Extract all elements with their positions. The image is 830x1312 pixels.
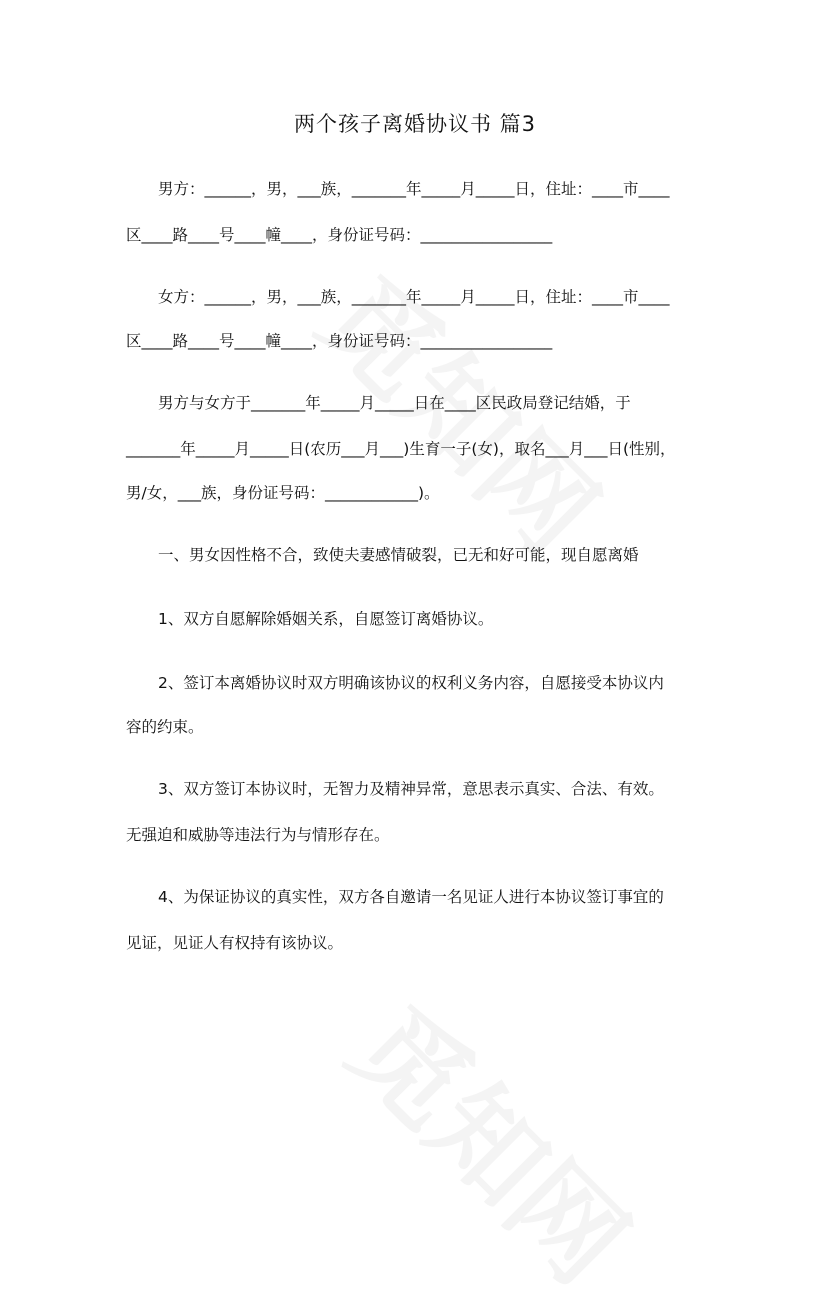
paragraph-line: 无强迫和威胁等违法行为与情形存在。 (126, 826, 390, 844)
paragraph-line: 男/女，___族，身份证号码：____________)。 (126, 484, 440, 502)
document-title: 两个孩子离婚协议书 篇3 (293, 112, 537, 136)
watermark (322, 966, 667, 1311)
paragraph-line: 区____路____号____幢____，身份证号码：_________________ (126, 226, 553, 244)
paragraph-line: 见证，见证人有权持有该协议。 (126, 934, 344, 952)
paragraph-line: 男方与女方于_______年_____月_____日在____区民政局登记结婚，于 (158, 394, 631, 412)
paragraph-line: 4、为保证协议的真实性，双方各自邀请一名见证人进行本协议签订事宜的 (158, 888, 664, 906)
paragraph-line: 1、双方自愿解除婚姻关系，自愿签订离婚协议。 (158, 610, 494, 628)
paragraph-line: 女方：______，男，___族，_______年_____月_____日，住址：____市____ (158, 288, 670, 306)
paragraph-line: 3、双方签订本协议时，无智力及精神异常，意思表示真实、合法、有效。 (158, 780, 664, 798)
paragraph-line: 区____路____号____幢____，身份证号码：_________________ (126, 332, 553, 350)
paragraph-line: 男方：______，男，___族，_______年_____月_____日，住址：____市____ (158, 180, 670, 198)
paragraph-line: 容的约束。 (126, 718, 204, 736)
paragraph-line: _______年_____月_____日(农历___月___)生育一子(女)，取名___月___日(性别， (126, 440, 676, 458)
paragraph-line: 一、男女因性格不合，致使夫妻感情破裂，已无和好可能，现自愿离婚 (158, 546, 639, 564)
paragraph-line: 2、签订本离婚协议时双方明确该协议的权利义务内容，自愿接受本协议内 (158, 674, 664, 692)
